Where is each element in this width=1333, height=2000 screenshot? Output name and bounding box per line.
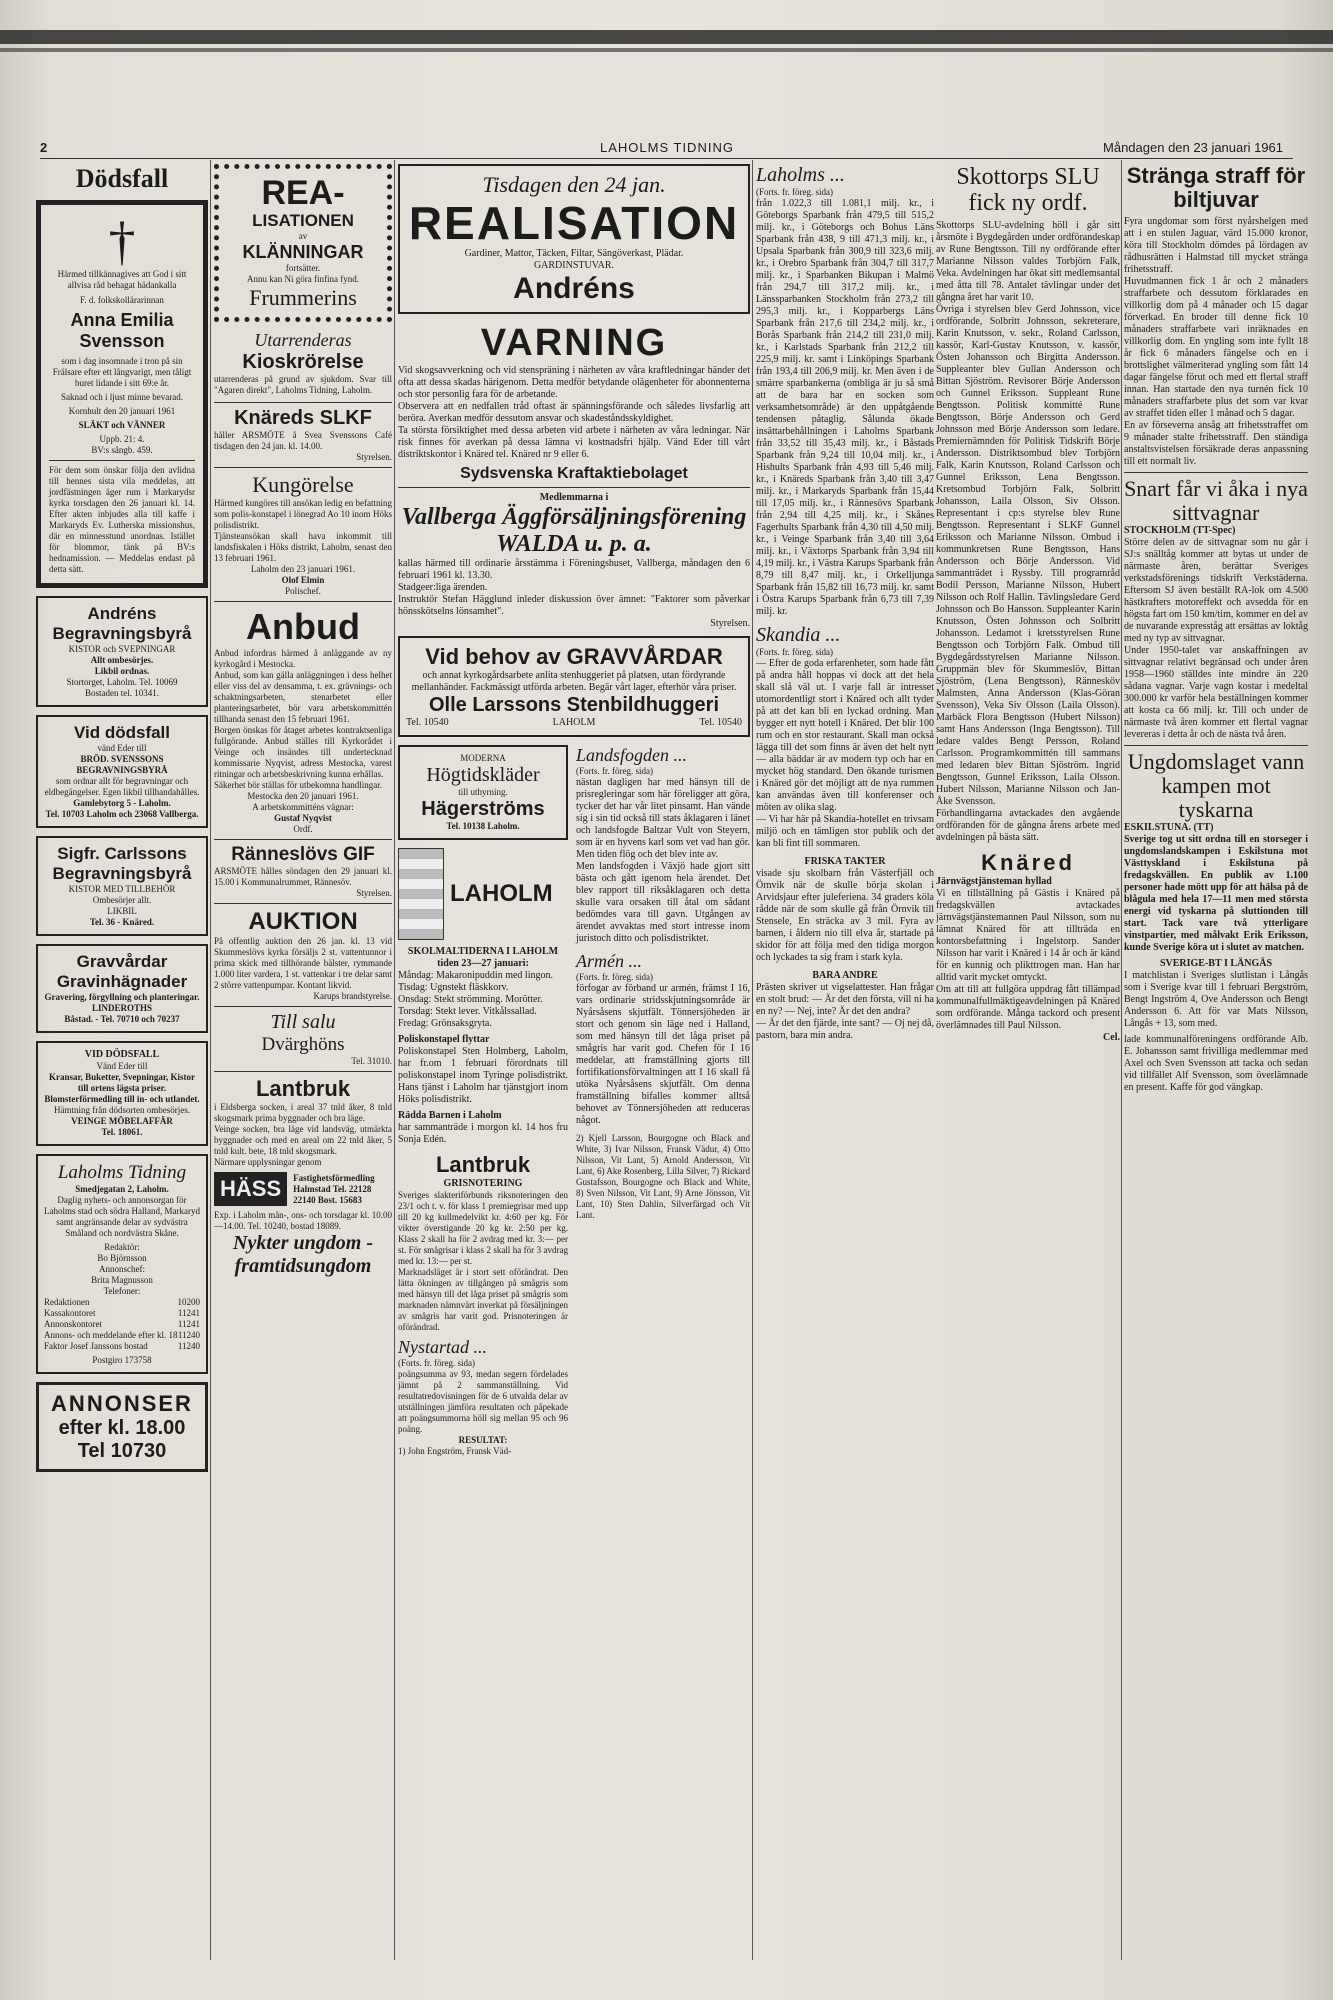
knared-news-text: Vi en tillställning på Gästis i Knäred på fredagskvällen avtackades järnvägstjänstemannen Paul Nilsson, som nu lämnat Knäred för att tillträda en kontorsbefattning i Ingelstorp. Sander Nilsson har varit i Knäred i 14 år och är känd för en kunnig och plikttrogen man. Han har alltid varit mycket omtyckt. Om att till att fullgöra uppdrag fått tillämpad kommunalfullmäktigeavdelningen på Knäred som ordförande. Många tackord och present överlämnades till Paul Nilsson. <box>936 888 1120 1031</box>
column-center <box>398 164 750 1960</box>
sigfr-title2: Begravningsbyrå <box>52 864 192 883</box>
anbud-date: Mestocka den 20 januari 1961. <box>247 791 359 801</box>
varning-text: Vid skogsavverkning och vid stenspräning i närheten av våra kraftledningar händer det ofta att dessa skadas härigenom. Detta medför betydande olägenheter för abonnenterna och stor personlig fara för de arbetande. Observera att en nedfallen tråd oftast är spänningsförande och således livsfarlig att beröra. Averkan medför dessutom ansvar och skadeståndsskyldighet. Ta största försiktighet med dessa arbeten vid arbete i närheten av våra ledningar. När risk finnes för averkan på dessa lämna vi kostnadsfri hjälp. Vänd Eder till vårt distriktskontor i Knäred tel. Knäred nr 9 eller 6. <box>398 365 750 460</box>
polis-title: Poliskonstapel flyttar <box>398 1034 490 1045</box>
rea-line2: LISATIONEN <box>252 211 354 230</box>
andrens-line2: Allt ombesörjes. <box>90 655 154 665</box>
phone-number: 11240 <box>177 1341 200 1351</box>
lt-phone-row <box>44 1297 200 1308</box>
knared-text: håller ARSMÖTE å Svea Svenssons Café tisdagen den 24 jan. kl. 14.00. <box>214 430 392 451</box>
stranga-heading: Stränga straff för biltjuvar <box>1126 164 1306 212</box>
medl-label: Medlemmarna i <box>539 492 609 503</box>
andrens-line5: Bostaden tel. 10341. <box>85 688 159 698</box>
friska-text: visade sju skolbarn från Västerfjäll och Örnvik när de skulle börja skolan i Arvidsjaur efter juleferiena. 34 graders köla rådde när de som skulle gå från Örnvik till Stensele, En sträcka av 3 mil. Fyra av barnen, i åldern nio till elva år, startade på skidor för att följa med den tidiga morgon och lyckades ta sig fram i stark kyla. <box>756 868 934 963</box>
nystartad-text: poängsumma av 93, medan segern fördelades jämnt på 2 sammanställning. Vid resultatredovisningen för de 6 utvalda delar av utställningen jämföra resultaten och påpekade att poängsummorna höll sig mellan 95 och 96 poäng. <box>398 1369 568 1434</box>
sigfr-line4: Tel. 36 - Knäred. <box>89 917 155 927</box>
divider <box>214 839 392 840</box>
ungdom-place: ESKILSTUNA. (TT) <box>1124 822 1214 833</box>
gravad-footer <box>406 717 742 729</box>
gravad-tel2: Tel. 10540 <box>699 717 742 728</box>
anbud-heading: Anbud <box>246 606 360 647</box>
skandia-sub: (Forts. fr. föreg. sida) <box>756 647 833 657</box>
haess-info: Fastighetsförmedling Halmstad Tel. 22128 22140 Bost. 15683 <box>293 1172 375 1205</box>
center-right-sub <box>576 745 750 1457</box>
phone-number: 11241 <box>177 1319 200 1329</box>
nykter-line1: Nykter ungdom - <box>233 1232 373 1254</box>
dodsfall-heading: Dödsfall <box>75 164 169 193</box>
vd-line2: Kransar, Buketter, Svepningar, Kistor till ortens lägsta priser. Blomsterförmedling till in- och utlandet. <box>44 1072 200 1104</box>
knared-sign: Styrelsen. <box>356 452 392 462</box>
sverige-bt-text: I matchlistan i Sveriges slutlistan i Långås som i Sverige kvar till 1 februari Bergström, Bengt Ingström 4, Ove Andersson och Bengt Andersson 6. Att för var Mats Nilsson, Långås + 13, som med. <box>1124 970 1308 1029</box>
varning-sign: Sydsvenska Kraftaktiebolaget <box>460 465 688 482</box>
center-left-sub <box>398 745 568 1457</box>
laholms-text: från 1.022,3 till 1.081,1 milj. kr., i Göteborgs Sparbank från 479,5 till 515,2 milj. kr., i Göteborgs och Bohus Läns Sparbank från 438, 9 till 471,3 milj. kr., i Upsala Sparbank från 300,9 till 323,6 milj. kr., i Orebro Sparbank från 304,7 till 317,7 milj. kr., i Sparbanken Bikupan i Malmö från 294,7 till 317,2 milj. kr., i Länssparbanken Stockholm från 273,2 till 295,3 milj. kr., i Kopparbergs Läns Sparbank från 217,6 till 234,2 milj. kr., i Borås Sparbank från 214,2 till 231,0 milj. kr., i Karlstads Sparbank från 212,2 till 225,9 milj. kr. samt i Linköpings Sparbank från 193,4 till 206,9 milj. kr. Men även i de smärre sparbankerna (ombliga är ju så små att de bara har en socken som verksamhetsområde) är den uppåtgående tendensen påtaglig. Sålunda ökade insättarbehållningen i Laholms Sparbank från 33,52 till 35,43 milj. kr., i Båstads Sparbank från 9,24 till 10,04 milj. kr., i Hishults Sparbank från 4,93 till 5,46 milj. kr., i Knäreds Sparbank från 3,40 till 3,47 milj. kr., i Markaryds Sparbank från 15,44 till 17,05 milj. kr., i Rännesövs Sparbank från 2,94 till 4,25 milj. kr., i Skånes Fagerhults Sparbank från 4,30 till 4,50 milj. kr., i Veinge Sparbank från 3,40 till 3,64 milj. kr., i Växtorps Sparbank från 3,94 till 4,19 milj. kr., i Västra Karups Sparbank från 8,79 till 8,47 milj. kr., i Orkelljunga Sparbank från 15,82 till 16,73 milj. kr. samt i Östra Karups Sparbank från 6,73 till 7,39 milj. kr. <box>756 198 934 617</box>
lt-address: Smedjegatan 2, Laholm. <box>75 1184 169 1194</box>
column-news-1 <box>756 164 934 1960</box>
vallberga-text: kallas härmed till ordinarie årsstämma i Föreningshuset, Vallberga, måndagen den 6 februari 1961 kl. 13.30. Stadgeer:liga ärenden. Instruktör Stefan Hägglund inleder diskussion över ämnet: "Faktorer som påverkar hönsskötselns lönsamhet". <box>398 558 750 617</box>
obituary-intro: Härmed tillkännagives att God i sitt allvisa råd behagat hädankalla <box>57 269 187 290</box>
vid-line1: vänd Eder till <box>97 743 147 753</box>
sigfr-line3: LIKBIL <box>107 906 137 916</box>
paper-name: LAHOLMS TIDNING <box>600 140 734 155</box>
lantbruk-ad-heading: Lantbruk <box>255 1076 351 1101</box>
ad-realisation-frummerins <box>214 164 392 322</box>
rea-gardin: GARDINSTUVAR. <box>533 260 615 271</box>
phone-label: Annons- och meddelande efter kl. 18 <box>44 1330 178 1340</box>
obituary-psalm1: Uppb. 21: 4. <box>99 434 145 444</box>
column-news-3 <box>1124 164 1308 1960</box>
sigfr-line2: Ombesörjer allt. <box>92 895 152 905</box>
lt-title: Laholms Tidning <box>57 1162 187 1183</box>
phone-number: 10200 <box>177 1297 200 1307</box>
vallberga-sign: Styrelsen. <box>710 618 750 629</box>
hagerstrom-name: Hägerströms <box>421 798 545 820</box>
laholm-logo-block <box>398 848 568 940</box>
phone-label: Annonskontoret <box>44 1319 102 1329</box>
rea-line4: KLÄNNINGAR <box>242 242 364 262</box>
obituary-notice <box>36 200 208 588</box>
rann-heading: Ränneslövs GIF <box>231 844 375 865</box>
annonser-phone: Tel 10730 <box>77 1440 167 1462</box>
rea-line5: fortsätter. <box>285 263 321 273</box>
vid-line3: som ordnar allt för begravningar och eldbegängelser. Egen likbil tillhandahålles. <box>44 776 200 797</box>
ad-vid-dodsfall-veinge <box>36 1041 208 1146</box>
rea-line3: av <box>298 231 308 241</box>
lt-phone-row <box>44 1308 200 1319</box>
obituary-family: SLÄKT och VÄNNER <box>78 420 166 430</box>
grav-title1: Gravvårdar <box>76 952 168 971</box>
obituary-mourn: Saknad och i ljust minne bevarad. <box>61 392 183 402</box>
bara-text: Prästen skriver ut vigselattester. Han frågar en stolt brud: — Är det den första, vill ni ha en ny? — Nej, inte? Är det den andra? — Är det den fjärde, inte sant? — Oj nej då, pastorn, bara min andra. <box>756 982 934 1041</box>
rann-text: ARSMÖTE hålles söndagen den 29 januari kl. 15.00 i Kommunalrummet, Rännesöv. <box>214 866 392 887</box>
column-rule <box>752 160 753 1960</box>
resultat-line: 1) John Engström, Fransk Väd- <box>398 1446 512 1456</box>
bara-heading: BARA ANDRE <box>812 970 878 981</box>
lt-phone-row <box>44 1341 200 1352</box>
knared-news-sign: Cel. <box>1103 1032 1120 1043</box>
lantbruk-heading: Lantbruk <box>435 1152 531 1177</box>
skandia-text: — Efter de goda erfarenheter, som hade fått på andra håll hoppas vi dock att det hela skall slå väl ut. I varje fall är intresset utomordentligt stort i Knäred och allt tyder på att det kan bli en lyckad ordning. Man bygger ett nytt hotell i Knäred. Det blir 100 rum och en stor restaurant. Skall man också lägga till det som finns är även det helt nytt — alla bäddar är av modern typ och har en mycket hög standard. Den ökande turismen i Knäred gör det möjligt att de nya rummen kan användas även till konferenser och möten av olika slag. — Vi har här på Skandia-hotellet en trivsam miljö och en tämligen stor publik och det kan bli fint till sommaren. <box>756 658 934 849</box>
skolmalt-sub: tiden 23—27 januari: <box>437 958 529 969</box>
hogtid-title: Högtidskläder <box>426 764 540 786</box>
gravad-text: och annat kyrkogårdsarbete anlita stenhuggeriet på platsen, utan fördyrande mellanhänder. Fackmässigt utförda arbeten. Begär vårt lager, efterhör våra priser. <box>411 670 737 693</box>
armen-sub: (Forts. fr. föreg. sida) <box>576 972 653 982</box>
lt-ad-name: Brita Magnusson <box>91 1275 153 1285</box>
grav-line3: Båstad. - Tel. 70710 och 70237 <box>64 1014 180 1024</box>
sittvagnar-heading: Snart får vi åka i nya sittvagnar <box>1124 476 1308 525</box>
ad-annonser <box>36 1382 208 1472</box>
knared-news-heading: Knäred <box>981 850 1075 875</box>
phone-number: 11240 <box>177 1330 200 1340</box>
skottorps-heading: Skottorps SLU fick ny ordf. <box>956 164 1100 216</box>
ad-gravvardar <box>36 944 208 1033</box>
vallberga-title1: Vallberga Äggförsäljningsförening <box>401 504 747 530</box>
column-obituaries <box>36 164 208 1960</box>
skolmalt-title: SKOLMALTIDERNA I LAHOLM <box>407 946 559 957</box>
ad-gravvardar-larsson <box>398 636 750 737</box>
lt-editor-label: Redaktör: <box>104 1242 140 1252</box>
skottorps-text: Skottorps SLU-avdelning höll i går sitt årsmöte i Bygdegården under ordförandeskap av Rune Bengtsson. Till ny ordförande efter Marianne Nilsson valdes Torbjörn Falk, Veka. Avdelningen har ökat sitt medlemsantal med åtta till 78. Antalet tävlingar under det gångna året har varit 10. Övriga i styrelsen blev Gerd Johnsson, vice ordförande, Solbritt Johnsson, sekreterare, Karin Knutsson, v. sekr., Roland Carlsson, kassör, Karl-Gustav Knutsson, v. kassör, Östen Johansson och Birgitta Andersson. Suppleanter blev Gullan Andersson och Bittan Sjöström. Revisorer Börje Andersson och Gunnel Eriksson. Suppleant Rune Bengtsson. Politisk kommitté Rune Bengtsson, Börje Andersson och Gerd Johnsson med Börje Andersson som ledare. Premiernämnden för Politisk Tidskrift Börje Andersson. Distriktsombud blev Torbjörn Falk, Karin Knutsson, Roland Carlsson och Gunnel Eriksson, Lena Bengtsson. Kretsombud Torbjörn Falk, Solbritt Johansson, Laila Olsson, Siv Olsson. Representant i cp:s styrelse blev Rune Bengtsson. Representant i SLKF Gunnel Eriksson och Marianne Nilsson. Ombud i kommunkretsen Rune Bengtsson, Hans Andersson och Börje Andersson. Vid sammanträdet i Ryssby. Till programråd Bodil Persson, Marianne Nilsson, Hubert Nilsson och Rolf Hallin. Tävlingsledare Gerd Johnsson och Bo Hansson. Suppleanter Karin Knutsson, Östen Johnsson och Solbritt Johansson. Ledamot i kretsstyrelsen Rune Bengtsson och Torbjörn Falk. Ombud till Bygdegårdsstyrelsen Marianne Nilsson. Gruppmän blev för Skummeslöv, Bittan Sjöström, (Lena Bengtsson), Rännesköv Malmsten, Anna Andersson (Klas-Göran Svensson), Veka Siv Olsson (Laila Olsson). Marbäck Flora Bengtsson (Hubert Nilsson) samt Hans Andersson (Inga Bengtsson). Till ledare valdes Bengt Persson, Roland Carlsson. Programkommittén till sammans med ledaren blev Bittan Sjöström. Ingrid Bengtsson, Gunnel Eriksson, Laila Olsson. Hubert Nilsson, Marianne Nilsson och Jan-Åke Svensson. Förhandlingarna avtackades den avgående ordföranden för de gångna årens arbete med avdelningen på bästa sätt. <box>936 220 1120 843</box>
phone-label: Redaktionen <box>44 1297 90 1307</box>
column-news-2 <box>936 164 1120 1960</box>
skolmalt-item: Torsdag: Stekt lever. Vitkålssallad. <box>398 1006 537 1017</box>
divider <box>214 1006 392 1007</box>
hagerstrom-tel: Tel. 10138 Laholm. <box>446 821 520 831</box>
masthead-info <box>36 1154 208 1374</box>
landsfogden-sub: (Forts. fr. föreg. sida) <box>576 766 653 776</box>
sverige-bt-tail: lade kommunalföreningens ordförande Alb. E. Johansson samt frivilliga medlemmar med Axel och Sven Svensson att tacka och sedan vid tillfället Alf Svensson, som överlämnade en present. Kaffe för god vängkap. <box>1124 1034 1308 1093</box>
auktion-heading: AUKTION <box>248 908 358 935</box>
divider <box>398 487 750 488</box>
laholms-heading: Laholms ... <box>756 164 845 186</box>
ad-vid-dodsfall <box>36 715 208 828</box>
obituary-name-first: Anna Emilia <box>70 310 174 330</box>
annonser-time: efter kl. 18.00 <box>58 1417 186 1439</box>
vd-line3: Hämtning från dödsorten ombesörjes. <box>54 1105 190 1115</box>
laholm-logo-text: LAHOLM <box>450 880 553 907</box>
skandia-heading: Skandia ... <box>756 624 841 646</box>
andrens-line3: Likbil ordnas. <box>94 666 150 676</box>
kiosk-text: utarrenderas på grund av sjukdom. Svar till "Agaren direkt", Laholms Tidning, Laholm. <box>214 374 392 395</box>
divider <box>1124 472 1308 473</box>
landsfogden-text: nästan dagligen har med hänsyn till de prisregleringar som här föreligger att göra, tycker det har vår litet pinsamt. Han vände sig i sin tid också till stats åklagaren i länet och landsfogde Baltzar Vult von Steyern, som är en hyvens karl som vet vad han gör. Men tiden flög och det blev inte av. Men landsfogden i Växjö hade gjort sitt bästa och gått igenom hela ärendet. Det blev rapport till riksåklagaren och detta skulle vara orsaken till åtal om sådant bedömdes vara till gavn. Utgången av ärendet avvaktas med stort intresse inom juristoch ditto och polisdistriktet. <box>576 777 750 944</box>
armen-heading: Armén ... <box>576 951 642 971</box>
vd-title: VID DÖDSFALL <box>84 1049 160 1060</box>
andrens-line4: Stortorget, Laholm. Tel. 10069 <box>66 677 178 687</box>
anbud-committee: A arbetskommitténs vägnar: <box>252 802 354 812</box>
sigfr-line1: KISTOR MED TILLBEHÖR <box>68 884 176 894</box>
rea-shop-name: Andréns <box>513 272 635 305</box>
lt-phone-list <box>44 1297 200 1352</box>
knared-news-sub: Järnvägstjänsteman hyllad <box>936 876 1052 887</box>
ad-sigfr <box>36 836 208 936</box>
andrens-line1: KISTOR och SVEPNINGAR <box>68 644 176 654</box>
column-rule <box>394 160 395 1960</box>
lt-phones-label: Telefoner: <box>103 1286 141 1296</box>
obituary-name-last: Svensson <box>79 331 165 351</box>
resultat-list: 2) Kjell Larsson, Bourgogne och Black and White, 3) Ivar Nilsson, Fransk Vädur, 4) Otto Nilsson, Vit Lant, 5) Arnold Andersson, Vit Lant, 6) Ake Rosenberg, Lilla Silver, 7) Rickard Gustafsson, Bourgogne och Black and White, 8) Sven Nilsson, Vit Lant, 9) Arne Jönsson, Vit Lant, 10) Sten Dahlin, Silverfärgad och Vit Lant. <box>576 1133 750 1220</box>
rea-big: REALISATION <box>408 197 740 249</box>
divider <box>49 460 195 461</box>
nystartad-heading: Nystartad ... <box>398 1337 488 1357</box>
divider <box>214 467 392 468</box>
kiosk-heading: Kioskrörelse <box>242 351 364 373</box>
laholms-sub: (Forts. fr. föreg. sida) <box>756 187 833 197</box>
obituary-role: F. d. folkskollärarinnan <box>80 295 164 305</box>
obituary-psalm2: BV:s sångb. 459. <box>91 445 153 455</box>
rea-line6: Annu kan Ni göra finfina fynd. <box>247 274 359 284</box>
gravad-title: Vid behov av GRAVVÅRDAR <box>425 644 723 669</box>
page-top-border <box>0 30 1333 44</box>
rea-shop: Frummerins <box>249 285 357 310</box>
landsfogden-heading: Landsfogden ... <box>576 745 688 765</box>
grav-line1: Gravering, förgyllning och planteringar. <box>44 992 200 1002</box>
divider <box>214 903 392 904</box>
stranga-text: Fyra ungdomar som först nyårshelgen med att i en stulen Jaguar, värd 15.000 kronor, köra till Stockholm dömdes på lördagen av rådhusrätten i Halmstad till mycket stränga frihetsstraff. Huvudmannen fick 1 år och 2 månaders straffarbete och dessutom förklarades en villkorlig dom på 4 månader och 15 dagar förverkad. En broder till denne fick 10 månaders straffarbete vari inräknades en villkorlig dom. En yngling som inte fyllt 18 år fick 6 månaders fängelse och en i brottslighet välmeriterad yngling som fått 14 dagar fängelse förut och med ett flertal straff innan. Han startade den nya turnén fick 10 månaders straffarbete plus det som var kvar av straffet tiden eller 1 månad och 5 dagar. En av förseverna ansåg att frihetsstraffet om 9 månader stalte frihetsstraff. Den ständiga anstaltsvistelsen försäkrade deras anpassning till ett normalt liv. <box>1124 216 1308 467</box>
issue-date: Måndagen den 23 januari 1961 <box>1103 140 1283 155</box>
auktion-text: På offentlig auktion den 26 jan. kl. 13 vid Skummeslövs kyrka försäljs 2 st. vattentunnor i prima skick med tillhörande bälster, rymmande 1.000 liter vardera, 1 st. vattenkar i tre delar samt 2 större vattenpumpar. Kontant likvid. <box>214 936 392 990</box>
cross-icon: † <box>108 211 136 271</box>
phone-label: Faktor Josef Janssons bostad <box>44 1341 148 1351</box>
grisnot-heading: GRISNOTERING <box>443 1178 523 1189</box>
varning-heading: VARNING <box>480 322 668 364</box>
lt-editor-name: Bo Björnsson <box>97 1253 147 1263</box>
vid-line5: Tel. 10703 Laholm och 23068 Vallberga. <box>45 809 199 819</box>
auktion-sign: Karups brandstyrelse. <box>313 991 392 1001</box>
phone-number: 11241 <box>177 1308 200 1318</box>
rann-sign: Styrelsen. <box>356 888 392 898</box>
gravad-tel1: Tel. 10540 <box>406 717 449 728</box>
page-header <box>40 136 1293 159</box>
vid-line4: Gamlebytorg 5 - Laholm. <box>73 798 171 808</box>
vd-line5: Tel. 18061. <box>101 1127 143 1137</box>
column-rule <box>210 160 211 1960</box>
ungdom-heading: Ungdomslaget vann kampen mot tyskarna <box>1127 749 1305 822</box>
polis-text: Poliskonstapel Sten Holmberg, Laholm, har fr.om 1 februari förordnats till poliskonstapel inom Tyringe polisdistrikt. Hans tjänst i Laholm har tjänstgjort inom Höks polisdistrikt. <box>398 1046 568 1105</box>
nykter-line2: framtidsungdom <box>234 1255 372 1277</box>
haess-logo: HÄSS <box>214 1172 287 1206</box>
kung-text: Härmed kungöres till ansökan ledig en befattning som polis-konstapel i lönegrad Ao 10 inom Höks polisdistrikt. Tjänsteansökan skall hava inkommit till landsfiskalen i Höks distrikt, Laholm, senast den 13 februari 1961. <box>214 498 392 563</box>
kung-sign2: Polischef. <box>285 586 321 596</box>
phone-label: Kassakontoret <box>44 1308 96 1318</box>
armen-text: förfogar av förband ur armén, främst I 16, vars ordinarie stridsskjutningsområde är Nyårsåsens skjutfält. Tönnersjöheden är stort och genom sin läge ned i Halland, som med hänsyn till det låga priset på smågris har varit god. Chefen för I 16 meddelar, att framställning gjorts till fortifikationsförvaltningen att I 16 skall få utöka Nyårsåsens skjutfält. Om denna framställning bifalles kommer alltså behovet av Tönnersjöheden att reduceras något. <box>576 983 750 1126</box>
skolmalt-item: Tisdag: Ugnstekt fläskkorv. <box>398 982 509 993</box>
lt-postgiro: Postgiro 173758 <box>92 1355 152 1365</box>
friska-heading: FRISKA TAKTER <box>804 856 886 867</box>
sittvagnar-text: Större delen av de sittvagnar som nu går i SJ:s snälltåg kommer att bytas ut under de närmaste åren, berättar Sveriges verkstadsförenings tidskrift Verkstäderna. Eftersom SJ även beställt RA-lok om 4.500 hästkrafters motoreffekt och avsedda för en högsta fart om 150 km/tim, kommer en del av de nuvarande expresståg att ersättas av loktåg med ny typ av sittvagnar. Under 1950-talet var anskaffningen av sittvagnar relativt begränsad och under åren 1958—1960 ställdes inte mindre än 220 sådana vagnar. Varje vagn kostar i medeltal 300.000 kr varför hela beställningen kommer att kosta ca 66 milj. kr. Till och under de närmaste två åren kommer ett flertal vagnar levereras i detta år och de nästa två åren. <box>1124 537 1308 740</box>
divider <box>1124 745 1308 746</box>
page-number: 2 <box>40 140 48 155</box>
tillsalu-tel: Tel. 31010. <box>351 1056 392 1066</box>
sittvagnar-place: STOCKHOLM (TT-Spec) <box>1124 525 1236 536</box>
sverige-bt-heading: SVERIGE-BT I LÄNGÄS <box>1159 958 1273 969</box>
lt-phone-row <box>44 1319 200 1330</box>
skolmalt-item: Måndag: Makaronipuddin med lingon. <box>398 970 553 981</box>
andrens-title2: Begravningsbyrå <box>52 624 192 643</box>
rea-date: Tisdagen den 24 jan. <box>482 172 666 197</box>
rea-line1: REA- <box>261 174 345 212</box>
annonser-title: ANNONSER <box>51 1391 193 1416</box>
vid-title: Vid dödsfall <box>73 723 171 742</box>
column-classifieds <box>214 164 392 1960</box>
vid-line2: BRÖD. SVENSSONS BEGRAVNINGSBYRÅ <box>76 754 168 775</box>
vd-line4: VEINGE MÖBELAFFÄR <box>71 1116 173 1126</box>
tillsalu-item: Dvärghöns <box>261 1034 345 1055</box>
kung-heading: Kungörelse <box>252 472 354 497</box>
vd-line1: Vänd Eder till <box>96 1061 148 1071</box>
tillsalu-heading: Till salu <box>270 1011 336 1033</box>
andrens-title1: Andréns <box>87 604 157 623</box>
divider <box>214 402 392 403</box>
lt-phone-row <box>44 1330 200 1341</box>
hogtid-sub: till uthyrning. <box>458 787 508 797</box>
kung-date: Laholm den 23 januari 1961. <box>250 564 356 574</box>
obituary-funeral: För dem som önskar följa den avlidna till hennes sista vila meddelas, att jordfästningen äger rum i Markarydsr kyrka torsdagen den 26 januari kl. 14. Efter akten inbjudes alla till kaffe i Markaryds Ev. Lutherska missionshus, där en minnesstund anordnas. Istället för blommor, tänk på BV:s hednamission. — Meddelas endast på detta sätt. <box>49 465 195 574</box>
skolmalt-item: Onsdag: Stekt strömming. Morötter. <box>398 994 543 1005</box>
divider <box>214 601 392 602</box>
radda-title: Rädda Barnen i Laholm <box>398 1110 502 1121</box>
lt-ad-label: Annonschef: <box>99 1264 145 1274</box>
lantbruk-ad-text: i Eldsberga socken, i areal 37 tnld åker, 8 tnld skogsmark prima byggnader och bra läge. Veinge socken, bra läge vid landsväg, utmärkta byggnader och med en areal om 22 tnld åker, 5 tnld kult. bete, 18 tnld skogsmark. Närmare upplysningar genom <box>214 1102 392 1167</box>
utarr-heading: Utarrenderas <box>254 330 352 350</box>
anbud-text: Anbud infordras härmed å anläggande av ny kyrkogård i Mestocka. Anbud, som kan gälla anläggningen i dess helhet eller viss del av densamma, t. ex. grävnings- och schaktningsarbeten, stenarbetet eller planteringsarbetet, bör vara arbetskommittén tillhanda senast den 15 februari 1961. Borgen önskas för åtaget arbetes kontraktsenliga fullgörande. Anbud ställes till Kyrkorådet i Veinge och insändes till undertecknad kommissarie Nyqvist, adress Mestocka, varest ritningar och arbetsbeskrivning kunna erhållas. Säkerhet bör ställas för utbekomna handlingar. <box>214 648 392 790</box>
laholm-crest-icon <box>398 848 444 940</box>
anbud-ord: Ordf. <box>293 824 313 834</box>
center-lower-split <box>398 745 750 1457</box>
anbud-sign: Gustaf Nyqvist <box>274 813 332 823</box>
obituary-place: Kornhult den 20 januari 1961 <box>68 406 176 416</box>
moderna-label: MODERNA <box>460 753 506 763</box>
kung-sign1: Olof Elmin <box>281 575 325 585</box>
grav-title2: Gravinhägnader <box>56 972 188 991</box>
ad-andrens <box>36 596 208 707</box>
skolmalt-item: Fredag: Grönsaksgryta. <box>398 1018 492 1029</box>
ad-hogtidsklader <box>398 745 568 840</box>
rea-items: Gardiner, Mattor, Täcken, Filtar, Sängöverkast, Plädar. <box>464 248 684 259</box>
obituary-text: som i dag insomnade i tron på sin Frälsare efter ett långvarigt, men tåligt buret lidande i sitt 69:e år. <box>52 356 192 388</box>
gravad-firm: Olle Larssons Stenbildhuggeri <box>428 694 720 716</box>
lt-description: Daglig nyhets- och annonsorgan för Laholms stad och södra Halland, Markaryd samt angränsande delar av sydvästra Småland och nordvästra Skåne. <box>44 1195 200 1238</box>
grav-line2: LINDEROTHS <box>91 1003 153 1013</box>
ungdom-text: Sverige tog ut sitt ordna till en storseger i ungdomslandskampen i Eskilstuna mot Västtyskland i Eskilstuna på fredagskvällen. En publik av 1.100 personer hade mött upp för att hälsa på de blågula med hela 17—11 men med största energi vid tyskarna på sluttionden till start. Tack vare två ytterligare vinstpartier, med målvakt Erik Eriksson, kunde Sverige köra ut i slutet av matchen. <box>1124 834 1308 953</box>
grisnot-text: Sveriges slakteriförbunds riksnoteringen den 23/1 och t. v. för klass 1 premiegrisar med upp till 20 kg kullmedelvikt kr. 4:60 per kg. För vikter överstigande 20 kg kr. 2:50 per kg. Klass 2 skall ha för 2 avdrag med kr. 3:— per st. För smågrisar i klass 2 skall ha för 3 avdrag med kr. 13:— per st. Marknadsläget är i stort sett oförändrat. Den lätta ökningen av tillgången på smågris som med hänsyn till det låga priset på smågris som marknaden nämnvärt inverkat på försäljningen av smågris har varit god. Prisnoteringen är oförändrad. <box>398 1190 568 1332</box>
divider <box>214 1071 392 1072</box>
page-top-border-thin <box>0 48 1333 52</box>
gravad-city: LAHOLM <box>552 717 596 728</box>
sigfr-title1: Sigfr. Carlssons <box>57 844 187 863</box>
haess-exp: Exp. i Laholm mån-, ons- och torsdagar kl. 10.00—14.00. Tel. 10240, bostad 18089. <box>214 1210 392 1231</box>
resultat-heading: RESULTAT: <box>458 1435 508 1445</box>
ad-realisation-andrens <box>398 164 750 314</box>
column-rule <box>1121 160 1122 1960</box>
nystartad-sub: (Forts. fr. föreg. sida) <box>398 1358 475 1368</box>
radda-text: har sammanträde i morgon kl. 14 hos fru Sonja Edén. <box>398 1122 568 1145</box>
vallberga-title2: WALDA u. p. a. <box>496 531 652 557</box>
knared-heading: Knäreds SLKF <box>234 407 372 429</box>
haess-block <box>214 1172 392 1206</box>
